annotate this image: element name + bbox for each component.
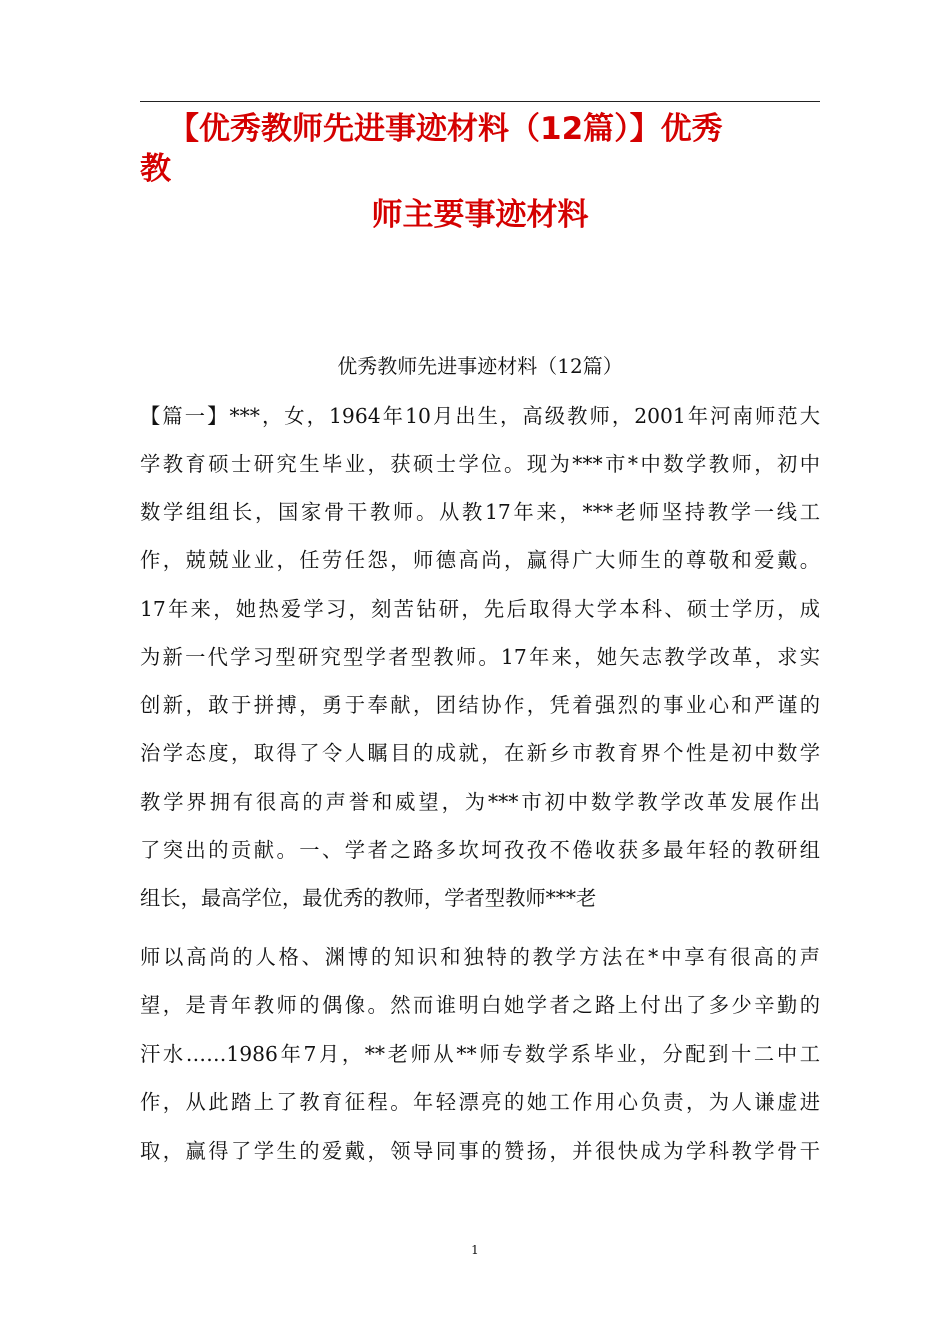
- body-line: 作，兢兢业业，任劳任怨，师德高尚，赢得广大师生的尊敬和爱戴。: [140, 548, 820, 572]
- header-rule: [140, 101, 820, 102]
- body-line: 了突出的贡献。一、学者之路多坎坷孜孜不倦收获多最年轻的教研组: [140, 838, 820, 862]
- body-line: 作，从此踏上了教育征程。年轻漂亮的她工作用心负责，为人谦虚进: [140, 1090, 820, 1114]
- document-subtitle: 优秀教师先进事迹材料（12篇）: [337, 354, 623, 378]
- body-line: 学教育硕士研究生毕业，获硕士学位。现为***市*中数学教师，初中: [140, 452, 820, 476]
- body-line: 取，赢得了学生的爱戴，领导同事的赞扬，并很快成为学科教学骨干: [140, 1139, 820, 1163]
- body-line: 组长，最高学位，最优秀的教师，学者型教师***老: [140, 886, 597, 910]
- body-line: 17年来，她热爱学习，刻苦钻研，先后取得大学本科、硕士学历，成: [140, 597, 820, 621]
- body-line: 为新一代学习型研究型学者型教师。17年来，她矢志教学改革，求实: [140, 645, 820, 669]
- body-line: 治学态度，取得了令人瞩目的成就，在新乡市教育界个性是初中数学: [140, 741, 820, 765]
- document-title-line-3: 师主要事迹材料: [371, 197, 589, 233]
- body-line: 教学界拥有很高的声誉和威望，为***市初中数学教学改革发展作出: [140, 790, 820, 814]
- page-number: 1: [471, 1243, 479, 1257]
- body-line: 【篇一】***，女，1964年10月出生，高级教师，2001年河南师范大: [140, 404, 820, 428]
- body-line: 汗水……1986年7月，**老师从**师专数学系毕业，分配到十二中工: [140, 1042, 820, 1066]
- body-line: 数学组组长，国家骨干教师。从教17年来，***老师坚持教学一线工: [140, 500, 820, 524]
- document-title-line-2: 教: [140, 151, 171, 187]
- body-line: 望，是青年教师的偶像。然而谁明白她学者之路上付出了多少辛勤的: [140, 993, 820, 1017]
- document-title-line-1: 【优秀教师先进事迹材料（12篇）】优秀: [168, 111, 723, 147]
- body-line: 创新，敢于拼搏，勇于奉献，团结协作，凭着强烈的事业心和严谨的: [140, 693, 820, 717]
- body-line: 师以高尚的人格、渊博的知识和独特的教学方法在*中享有很高的声: [140, 945, 820, 969]
